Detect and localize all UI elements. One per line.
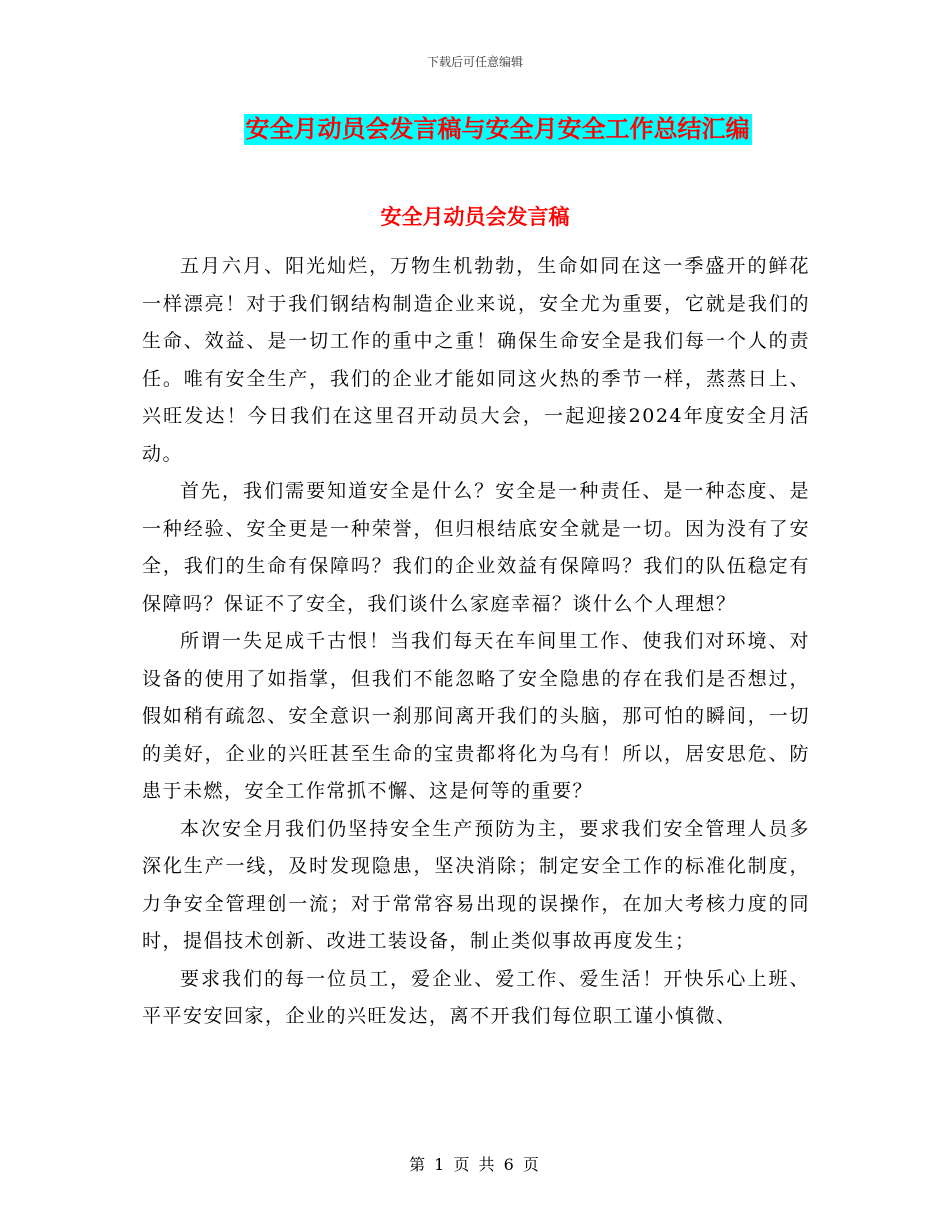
header-note: 下载后可任意编辑 xyxy=(426,55,523,69)
paragraph: 五月六月、阳光灿烂，万物生机勃勃，生命如同在这一季盛开的鲜花一样漂亮！对于我们钢结构制造企业来说，安全尤为重要，它就是我们的生命、效益、是一切工作的重中之重！确保生命安全是我们每一个人的责任。唯有安全生产，我们的企业才能如同这火热的季节一样，蒸蒸日上、兴旺发达！今日我们在这里召开动员大会，一起迎接2024年度安全月活动。 xyxy=(142,255,810,465)
paragraph: 首先，我们需要知道安全是什么？安全是一种责任、是一种态度、是一种经验、安全更是一种荣誉，但归根结底安全就是一切。因为没有了安全，我们的生命有保障吗？我们的企业效益有保障吗？我们的队伍稳定有保障吗？保证不了安全，我们谈什么家庭幸福？谈什么个人理想？ xyxy=(142,480,810,615)
paragraph: 要求我们的每一位员工，爱企业、爱工作、爱生活！开快乐心上班、平平安安回家，企业的兴旺发达，离不开我们每位职工谨小慎微、 xyxy=(142,967,810,1027)
section-title: 安全月动员会发言稿 xyxy=(380,205,570,229)
document-body xyxy=(142,248,810,1036)
main-title-container xyxy=(0,114,950,145)
main-title: 安全月动员会发言稿与安全月安全工作总结汇编 xyxy=(245,115,750,143)
paragraph: 所谓一失足成千古恨！当我们每天在车间里工作、使我们对环境、对设备的使用了如指掌，但我们不能忽略了安全隐患的存在我们是否想过，假如稍有疏忽、安全意识一刹那间离开我们的头脑，那可怕的瞬间，一切的美好，企业的兴旺甚至生命的宝贵都将化为乌有！所以，居安思危、防患于未燃，安全工作常抓不懈、这是何等的重要？ xyxy=(142,630,810,802)
paragraph: 本次安全月我们仍坚持安全生产预防为主，要求我们安全管理人员多深化生产一线，及时发现隐患，坚决消除；制定安全工作的标准化制度，力争安全管理创一流；对于常常容易出现的误操作，在加大考核力度的同时，提倡技术创新、改进工装设备，制止类似事故再度发生； xyxy=(142,817,810,952)
page-number: 第 1 页 共 6 页 xyxy=(409,1155,541,1174)
